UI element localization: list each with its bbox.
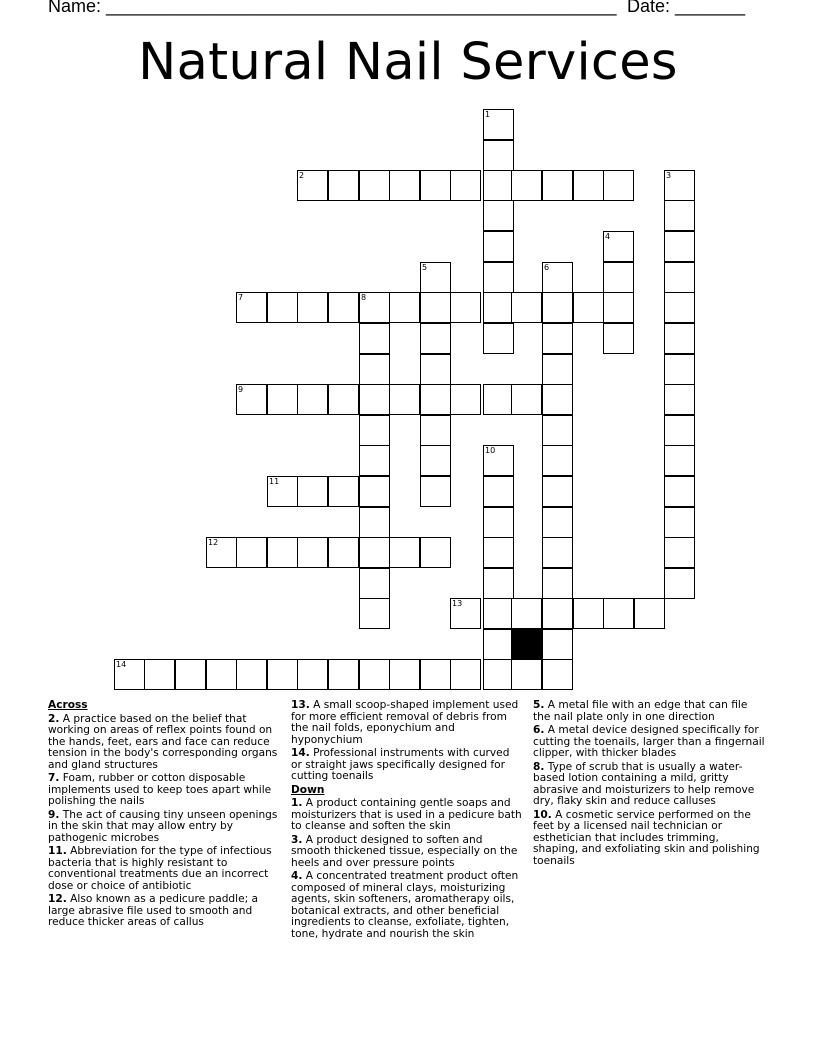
- clue-number: 2: [299, 171, 305, 180]
- clue-number: 3: [666, 171, 672, 180]
- crossword-cell[interactable]: [297, 659, 328, 690]
- crossword-cell[interactable]: [511, 598, 542, 629]
- crossword-cell[interactable]: [420, 354, 451, 385]
- crossword-cell[interactable]: [267, 476, 298, 507]
- down-clue-5: 5. A metal file with an edge that can file the nail plate only in one direction: [533, 699, 748, 723]
- crossword-cell[interactable]: [359, 415, 390, 446]
- down-clue-6: 6. A metal device designed specifically for cutting the toenails, larger than a fingernail clipper, with thicker blades: [533, 724, 765, 759]
- crossword-cell[interactable]: [483, 598, 514, 629]
- crossword-cell[interactable]: [603, 170, 634, 201]
- crossword-cell[interactable]: [359, 292, 390, 323]
- crossword-cell[interactable]: [483, 629, 514, 660]
- crossword-cell[interactable]: [359, 476, 390, 507]
- crossword-cell[interactable]: [359, 507, 390, 538]
- crossword-cell[interactable]: [483, 231, 514, 262]
- crossword-cell[interactable]: [328, 170, 359, 201]
- crossword-cell[interactable]: [542, 354, 573, 385]
- crossword-cell[interactable]: [483, 109, 514, 140]
- crossword-cell[interactable]: [328, 537, 359, 568]
- crossword-cell[interactable]: [664, 384, 695, 415]
- crossword-cell[interactable]: [603, 598, 634, 629]
- crossword-cell[interactable]: [542, 537, 573, 568]
- crossword-cell[interactable]: [420, 445, 451, 476]
- down-clue-8: 8. Type of scrub that is usually a water-based lotion containing a mild, gritty abrasive and moisturizers to help remove dry, flaky skin and reduce calluses: [533, 760, 755, 807]
- crossword-cell[interactable]: [359, 445, 390, 476]
- crossword-cell[interactable]: [206, 659, 237, 690]
- crossword-cell[interactable]: [328, 659, 359, 690]
- crossword-cell[interactable]: [389, 170, 420, 201]
- crossword-cell[interactable]: [603, 323, 634, 354]
- crossword-cell[interactable]: [664, 507, 695, 538]
- clues-column-1: [48, 700, 280, 931]
- crossword-cell[interactable]: [483, 476, 514, 507]
- down-clue-3: 3. A product designed to soften and smooth thickened tissue, especially on the heels and over pressure points: [291, 833, 518, 869]
- crossword-cell[interactable]: [483, 384, 514, 415]
- crossword-cell[interactable]: [359, 354, 390, 385]
- down-clue-1: 1. A product containing gentle soaps and moisturizers that is used in a pedicure bath to cleanse and soften the skin: [291, 797, 522, 832]
- crossword-cell[interactable]: [664, 415, 695, 446]
- crossword-cell[interactable]: [483, 262, 514, 293]
- crossword-cell[interactable]: [483, 170, 514, 201]
- crossword-cell[interactable]: [483, 292, 514, 323]
- crossword-cell[interactable]: [175, 659, 206, 690]
- crossword-cell[interactable]: [420, 262, 451, 293]
- crossword-cell[interactable]: [359, 659, 390, 690]
- crossword-cell[interactable]: [483, 659, 514, 690]
- crossword-cell[interactable]: [542, 659, 573, 690]
- crossword-cell[interactable]: [664, 568, 695, 599]
- down-clue-10: 10. A cosmetic service performed on the feet by a licensed nail technician or esthetician that includes trimming, shaping, and exfoliating skin and polishing toenails: [533, 808, 760, 867]
- crossword-cell[interactable]: [267, 537, 298, 568]
- crossword-cell[interactable]: [359, 537, 390, 568]
- across-clue-9: 9. The act of causing tiny unseen openings in the skin that may allow entry by pathogenic microbes: [48, 808, 278, 844]
- crossword-cell[interactable]: [483, 507, 514, 538]
- crossword-cell[interactable]: [542, 292, 573, 323]
- crossword-cell[interactable]: [542, 507, 573, 538]
- crossword-cell[interactable]: [297, 170, 328, 201]
- crossword-cell[interactable]: [328, 476, 359, 507]
- crossword-cell[interactable]: [420, 292, 451, 323]
- crossword-cell[interactable]: [206, 537, 237, 568]
- crossword-cell[interactable]: [267, 659, 298, 690]
- crossword-cell[interactable]: [389, 659, 420, 690]
- across-clue-7: 7. Foam, rubber or cotton disposable implements used to keep toes apart while polishing the nails: [48, 772, 272, 807]
- crossword-cell[interactable]: [359, 170, 390, 201]
- crossword-cell[interactable]: [603, 262, 634, 293]
- crossword-cell[interactable]: [664, 231, 695, 262]
- crossword-cell[interactable]: [542, 476, 573, 507]
- crossword-cell[interactable]: [144, 659, 175, 690]
- crossword-cell[interactable]: [664, 170, 695, 201]
- crossword-cell[interactable]: [573, 598, 604, 629]
- crossword-cell[interactable]: [420, 659, 451, 690]
- clue-number: 14: [116, 660, 127, 669]
- down-heading: Down: [291, 783, 325, 796]
- across-clue-13: 13. A small scoop-shaped implement used for more efficient removal of debris from the nail folds, eponychium and hyponychium: [291, 699, 519, 746]
- crossword-cell[interactable]: [297, 292, 328, 323]
- crossword-cell[interactable]: [664, 354, 695, 385]
- crossword-cell[interactable]: [664, 476, 695, 507]
- across-clue-2: 2. A practice based on the belief that working on areas of reflex points found on the hands, feet, ears and face can reduce tension in the body's corresponding organs and gland structures: [48, 712, 278, 771]
- crossword-cell[interactable]: [542, 170, 573, 201]
- crossword-cell[interactable]: [664, 445, 695, 476]
- clue-number: 12: [208, 538, 219, 547]
- crossword-cell[interactable]: [297, 384, 328, 415]
- crossword-cell[interactable]: [389, 537, 420, 568]
- clue-number: 4: [605, 232, 611, 241]
- black-cell: [511, 629, 542, 660]
- crossword-cell[interactable]: [114, 659, 145, 690]
- across-heading: Across: [48, 699, 88, 711]
- crossword-cell[interactable]: [542, 262, 573, 293]
- crossword-cell[interactable]: [542, 598, 573, 629]
- clues-column-3: [533, 700, 765, 869]
- crossword-cell[interactable]: [420, 415, 451, 446]
- name-field-label[interactable]: Name: ___________________________________________________: [48, 0, 617, 16]
- crossword-cell[interactable]: [420, 537, 451, 568]
- clue-number: 6: [544, 263, 550, 272]
- crossword-cell[interactable]: [420, 476, 451, 507]
- clue-number: 11: [269, 477, 280, 486]
- crossword-cell[interactable]: [420, 323, 451, 354]
- crossword-cell[interactable]: [542, 323, 573, 354]
- crossword-cell[interactable]: [511, 170, 542, 201]
- crossword-cell[interactable]: [511, 292, 542, 323]
- clue-number: 5: [422, 263, 428, 272]
- crossword-cell[interactable]: [542, 384, 573, 415]
- crossword-cell[interactable]: [634, 598, 665, 629]
- crossword-cell[interactable]: [450, 170, 481, 201]
- crossword-cell[interactable]: [664, 537, 695, 568]
- crossword-cell[interactable]: [511, 384, 542, 415]
- crossword-cell[interactable]: [511, 659, 542, 690]
- crossword-cell[interactable]: [420, 384, 451, 415]
- crossword-cell[interactable]: [603, 231, 634, 262]
- crossword-cell[interactable]: [297, 476, 328, 507]
- across-clue-12: 12. Also known as a pedicure paddle; a large abrasive file used to smooth and reduce thicker areas of callus: [48, 893, 259, 928]
- date-field-label[interactable]: Date: _______: [627, 0, 746, 16]
- crossword-cell[interactable]: [359, 568, 390, 599]
- crossword-cell[interactable]: [389, 292, 420, 323]
- crossword-cell[interactable]: [573, 292, 604, 323]
- crossword-cell[interactable]: [328, 384, 359, 415]
- crossword-cell[interactable]: [483, 323, 514, 354]
- across-clue-14: 14. Professional instruments with curved or straight jaws specifically designed for cutting toenails: [291, 747, 510, 782]
- crossword-cell[interactable]: [359, 323, 390, 354]
- crossword-cell[interactable]: [267, 292, 298, 323]
- crossword-cell[interactable]: [542, 445, 573, 476]
- crossword-cell[interactable]: [389, 384, 420, 415]
- down-clue-4: 4. A concentrated treatment product often composed of mineral clays, moisturizing agents, skin softeners, aromatherapy oils, botanical extracts, and other beneficial ingredients to cleanse, exfoliate, tighten, tone, hydrate and nourish the skin: [291, 870, 519, 940]
- crossword-cell[interactable]: [573, 170, 604, 201]
- crossword-cell[interactable]: [483, 140, 514, 171]
- crossword-cell[interactable]: [450, 659, 481, 690]
- crossword-cell[interactable]: [542, 568, 573, 599]
- crossword-cell[interactable]: [483, 568, 514, 599]
- crossword-cell[interactable]: [450, 384, 481, 415]
- crossword-cell[interactable]: [483, 200, 514, 231]
- crossword-cell[interactable]: [542, 629, 573, 660]
- crossword-cell[interactable]: [267, 384, 298, 415]
- crossword-cell[interactable]: [328, 292, 359, 323]
- crossword-cell[interactable]: [359, 384, 390, 415]
- across-clue-11: 11. Abbreviation for the type of infectious bacteria that is highly resistant to conventional treatments due an incorrect dose or choice of antibiotic: [48, 845, 272, 892]
- crossword-cell[interactable]: [297, 537, 328, 568]
- clue-number: 8: [361, 293, 367, 302]
- crossword-cell[interactable]: [420, 170, 451, 201]
- clue-number: 13: [452, 599, 463, 608]
- crossword-cell[interactable]: [483, 445, 514, 476]
- clue-number: 1: [485, 110, 491, 119]
- crossword-cell[interactable]: [236, 537, 267, 568]
- crossword-cell[interactable]: [450, 292, 481, 323]
- crossword-cell[interactable]: [483, 537, 514, 568]
- clue-number: 7: [238, 293, 244, 302]
- crossword-cell[interactable]: [236, 384, 267, 415]
- crossword-cell[interactable]: [603, 292, 634, 323]
- clues-column-2: [291, 700, 523, 942]
- crossword-cell[interactable]: [664, 200, 695, 231]
- crossword-cell[interactable]: [664, 262, 695, 293]
- crossword-cell[interactable]: [450, 598, 481, 629]
- crossword-cell[interactable]: [359, 598, 390, 629]
- puzzle-title: Natural Nail Services: [138, 33, 678, 92]
- clue-number: 10: [485, 446, 496, 455]
- crossword-cell[interactable]: [664, 292, 695, 323]
- crossword-cell[interactable]: [542, 415, 573, 446]
- clue-number: 9: [238, 385, 244, 394]
- crossword-cell[interactable]: [236, 292, 267, 323]
- crossword-cell[interactable]: [236, 659, 267, 690]
- crossword-cell[interactable]: [664, 323, 695, 354]
